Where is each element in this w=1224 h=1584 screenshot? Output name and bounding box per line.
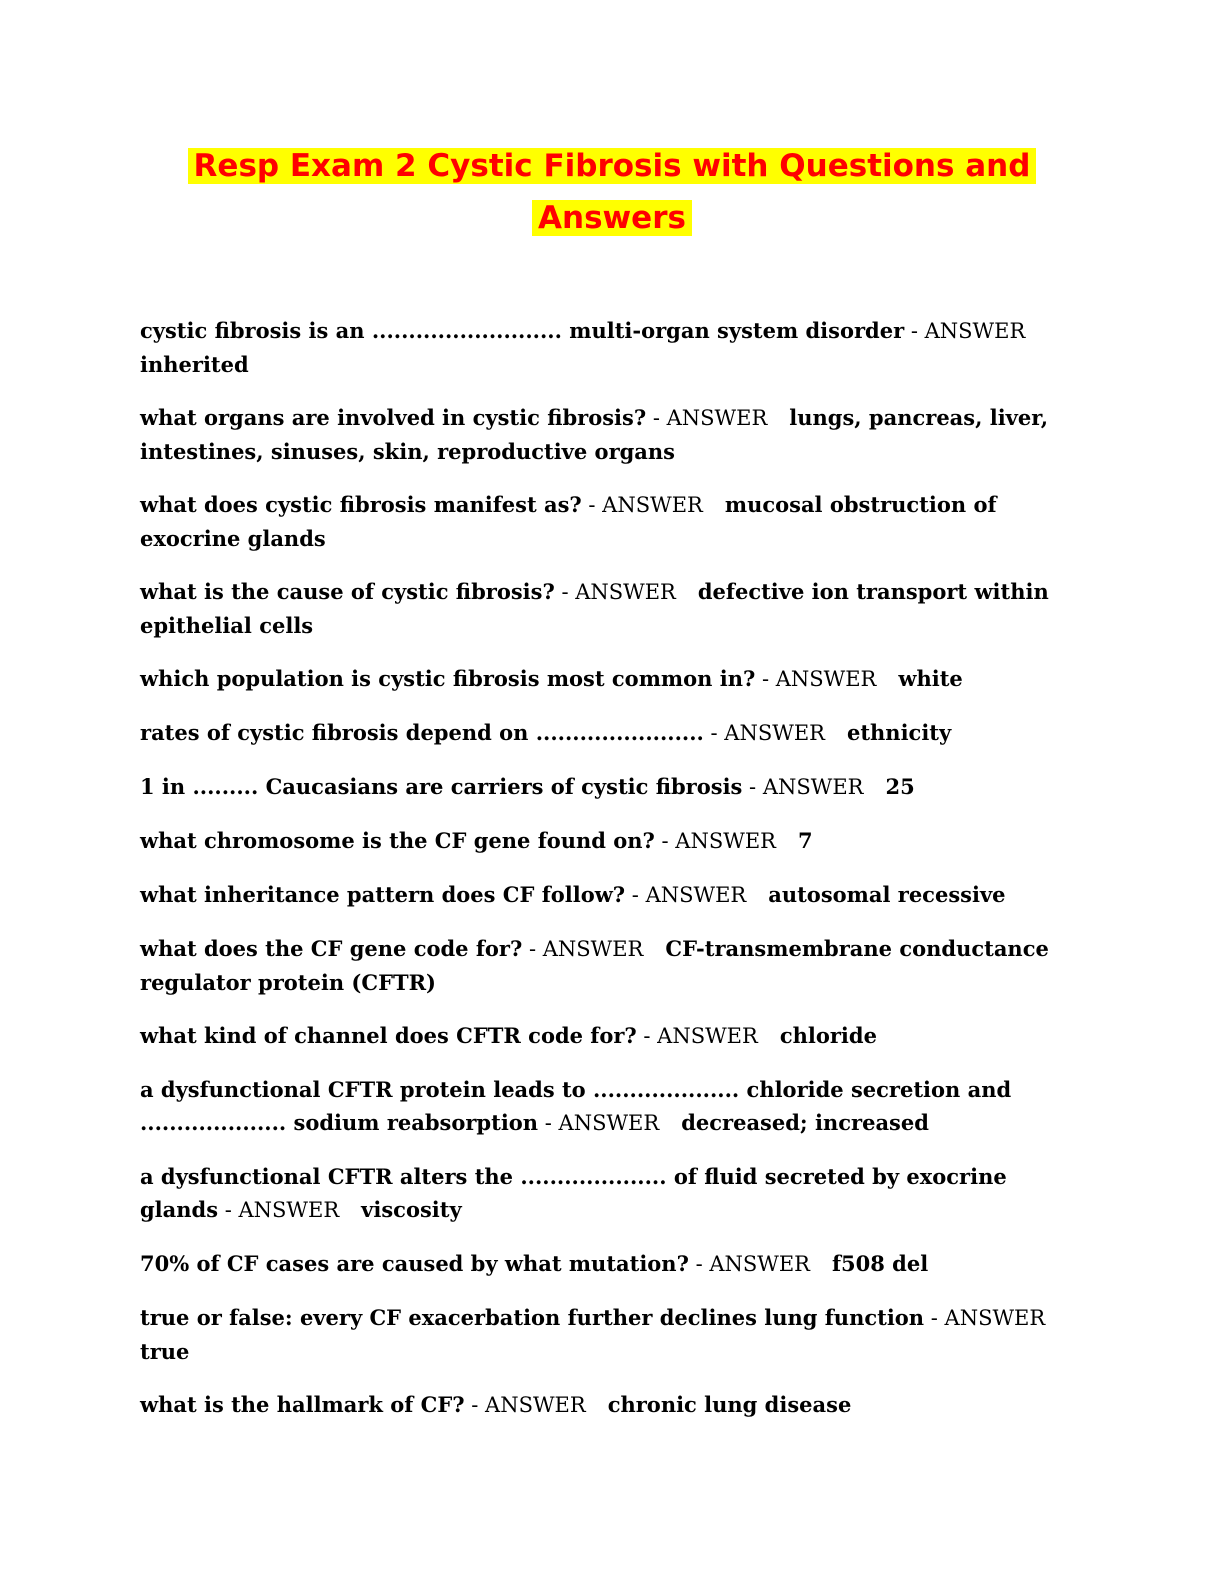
qa-item <box>140 1073 1085 1140</box>
qa-item <box>140 1019 1085 1053</box>
qa-item <box>140 878 1085 912</box>
answer-marker: - ANSWER <box>636 1024 758 1048</box>
question-text: rates of cystic fibrosis depend on ....................... <box>140 720 704 745</box>
answer-text: decreased; increased <box>681 1110 929 1135</box>
answer-marker: - ANSWER <box>703 721 825 745</box>
question-text: what chromosome is the CF gene found on? <box>140 828 655 853</box>
answer-text: 25 <box>885 774 915 799</box>
question-text: what kind of channel does CFTR code for? <box>140 1023 637 1048</box>
answer-text: CF-transmembrane conductance regulator protein (CFTR) <box>140 936 1049 995</box>
question-text: what inheritance pattern does CF follow? <box>140 882 626 907</box>
answer-marker: - ANSWER <box>688 1252 810 1276</box>
answer-marker: - ANSWER <box>538 1111 660 1135</box>
question-text: what does cystic fibrosis manifest as? <box>140 492 582 517</box>
question-text: a dysfunctional CFTR protein leads to .................... chloride secretion and .................... sodium reabsorption <box>140 1077 1012 1135</box>
answer-marker: - ANSWER <box>924 1306 1046 1330</box>
qa-item <box>140 662 1085 696</box>
qa-item <box>140 932 1085 999</box>
question-text: cystic fibrosis is an .......................... multi-organ system disorder <box>140 318 905 343</box>
qa-item <box>140 1247 1085 1281</box>
question-text: which population is cystic fibrosis most common in? <box>140 666 756 691</box>
answer-text: mucosal obstruction of exocrine glands <box>140 492 997 551</box>
qa-item <box>140 716 1085 750</box>
qa-item <box>140 401 1085 468</box>
question-text: a dysfunctional CFTR alters the .................... of fluid secreted by exocrine glands <box>140 1164 1007 1222</box>
qa-item <box>140 1388 1085 1422</box>
answer-marker: - ANSWER <box>742 775 864 799</box>
answer-text: true <box>140 1339 190 1364</box>
answer-marker: - ANSWER <box>625 883 747 907</box>
question-text: what is the hallmark of CF? <box>140 1392 465 1417</box>
answer-text: viscosity <box>361 1197 462 1222</box>
qa-item <box>140 770 1085 804</box>
qa-list <box>140 314 1085 1442</box>
answer-text: 7 <box>797 828 813 853</box>
answer-marker: - ANSWER <box>646 406 768 430</box>
question-text: what does the CF gene code for? <box>140 936 523 961</box>
question-text: what organs are involved in cystic fibrosis? <box>140 405 647 430</box>
question-text: 1 in ......... Caucasians are carriers of cystic fibrosis <box>140 774 743 799</box>
answer-text: f508 del <box>832 1251 929 1276</box>
question-text: 70% of CF cases are caused by what mutation? <box>140 1251 689 1276</box>
answer-text: chloride <box>779 1023 877 1048</box>
answer-marker: - ANSWER <box>904 319 1026 343</box>
answer-marker: - ANSWER <box>755 667 877 691</box>
qa-item <box>140 314 1085 381</box>
answer-marker: - ANSWER <box>554 580 676 604</box>
title-text: Resp Exam 2 Cystic Fibrosis with Questions and Answers <box>188 148 1037 236</box>
qa-item <box>140 1160 1085 1227</box>
answer-text: lungs, pancreas, liver, intestines, sinuses, skin, reproductive organs <box>140 405 1049 464</box>
answer-marker: - ANSWER <box>464 1393 586 1417</box>
answer-text: inherited <box>140 352 249 377</box>
answer-marker: - ANSWER <box>581 493 703 517</box>
answer-marker: - ANSWER <box>218 1198 340 1222</box>
qa-item <box>140 488 1085 555</box>
answer-text: white <box>898 666 963 691</box>
answer-marker: - ANSWER <box>522 937 644 961</box>
document-title <box>120 140 1104 244</box>
question-text: true or false: every CF exacerbation further declines lung function <box>140 1305 925 1330</box>
qa-item <box>140 824 1085 858</box>
answer-text: defective ion transport within epithelial cells <box>140 579 1049 638</box>
answer-text: ethnicity <box>846 720 952 745</box>
answer-text: chronic lung disease <box>607 1392 852 1417</box>
answer-marker: - ANSWER <box>654 829 776 853</box>
qa-item <box>140 1301 1085 1368</box>
question-text: what is the cause of cystic fibrosis? <box>140 579 555 604</box>
qa-item <box>140 575 1085 642</box>
answer-text: autosomal recessive <box>768 882 1006 907</box>
